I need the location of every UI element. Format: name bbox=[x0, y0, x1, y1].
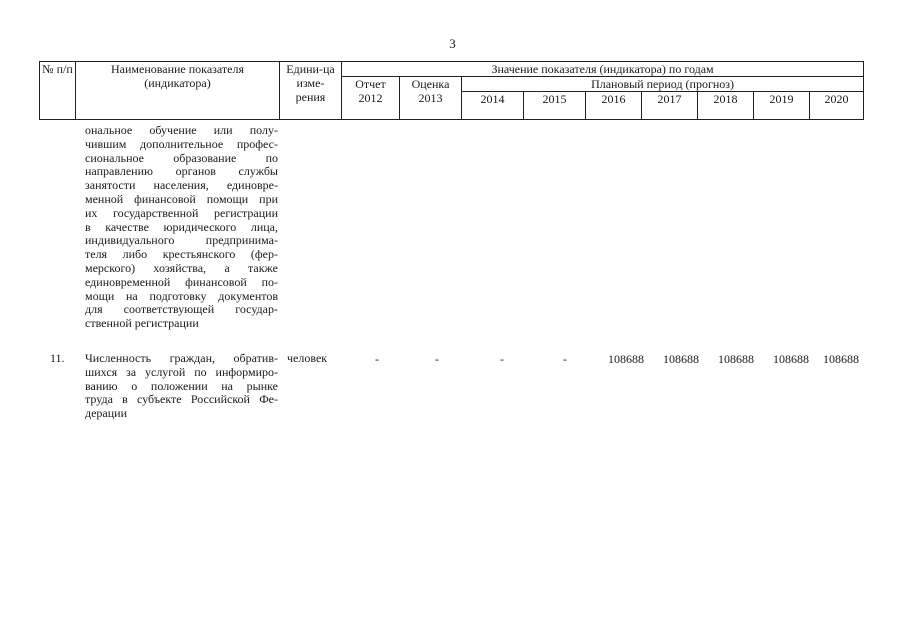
continuation-line: теля либо крестьянского (фер- bbox=[85, 247, 278, 262]
continuation-text bbox=[85, 124, 278, 331]
page-number: 3 bbox=[449, 36, 456, 51]
header-unit-col: Едини-ца изме-рения bbox=[280, 62, 342, 120]
indicator-line: Численность граждан, обратив- bbox=[85, 351, 278, 365]
row-number: 11. bbox=[50, 351, 65, 365]
indicator-table-header bbox=[39, 61, 864, 120]
continuation-line: мощи на подготовку документов bbox=[85, 288, 278, 303]
header-name-col: Наименование показателя (индикатора) bbox=[76, 62, 280, 120]
value-2014: - bbox=[500, 352, 504, 366]
header-year-2018: 2018 bbox=[698, 92, 754, 120]
row-indicator-name bbox=[85, 352, 278, 421]
header-estimate-label: Оценка bbox=[411, 77, 450, 91]
continuation-line: ственной регистрации bbox=[85, 316, 199, 331]
value-2017: 108688 bbox=[663, 352, 699, 366]
header-year-2014: 2014 bbox=[462, 92, 524, 120]
header-estimate bbox=[400, 77, 462, 120]
continuation-line: единовременной финансовой по- bbox=[85, 274, 278, 289]
continuation-line: чившим дополнительное профес- bbox=[85, 136, 278, 151]
indicator-line: дерации bbox=[85, 406, 128, 421]
indicator-line: шихся за услугой по информиро- bbox=[85, 364, 278, 379]
header-year-2015: 2015 bbox=[524, 92, 586, 120]
header-year-2017: 2017 bbox=[642, 92, 698, 120]
continuation-line: ональное обучение или полу- bbox=[85, 123, 278, 137]
continuation-line: для соответствующей государ- bbox=[85, 302, 278, 317]
continuation-line: в качестве юридического лица, bbox=[85, 219, 278, 234]
indicator-line: труда в субъекте Российской Фе- bbox=[85, 392, 278, 407]
header-year-2020: 2020 bbox=[810, 92, 864, 120]
header-year-2012: 2012 bbox=[358, 91, 383, 105]
continuation-line: направлению органов службы bbox=[85, 164, 278, 179]
value-2020: 108688 bbox=[823, 352, 859, 366]
header-year-2019: 2019 bbox=[754, 92, 810, 120]
header-planned: Плановый период (прогноз) bbox=[462, 77, 864, 92]
continuation-line: занятости населения, единовре- bbox=[85, 178, 278, 193]
header-report-label: Отчет bbox=[355, 77, 386, 91]
value-2012: - bbox=[375, 352, 379, 366]
header-values-title: Значение показателя (индикатора) по годам bbox=[342, 62, 864, 77]
value-2019: 108688 bbox=[773, 352, 809, 366]
value-2016: 108688 bbox=[608, 352, 644, 366]
value-2013: - bbox=[435, 352, 439, 366]
indicator-line: ванию о положении на рынке bbox=[85, 378, 278, 393]
value-2015: - bbox=[563, 352, 567, 366]
header-year-2013: 2013 bbox=[418, 91, 443, 105]
value-2018: 108688 bbox=[718, 352, 754, 366]
header-num-col: № п/п bbox=[40, 62, 76, 120]
row-unit: человек bbox=[287, 351, 328, 365]
continuation-line: индивидуального предпринима- bbox=[85, 233, 278, 248]
header-report bbox=[342, 77, 400, 120]
continuation-line: мерского) хозяйства, а также bbox=[85, 260, 278, 275]
continuation-line: менной финансовой помощи при bbox=[85, 191, 278, 206]
continuation-line: их государственной регистрации bbox=[85, 205, 278, 220]
header-year-2016: 2016 bbox=[586, 92, 642, 120]
continuation-line: сиональное образование по bbox=[85, 150, 278, 165]
